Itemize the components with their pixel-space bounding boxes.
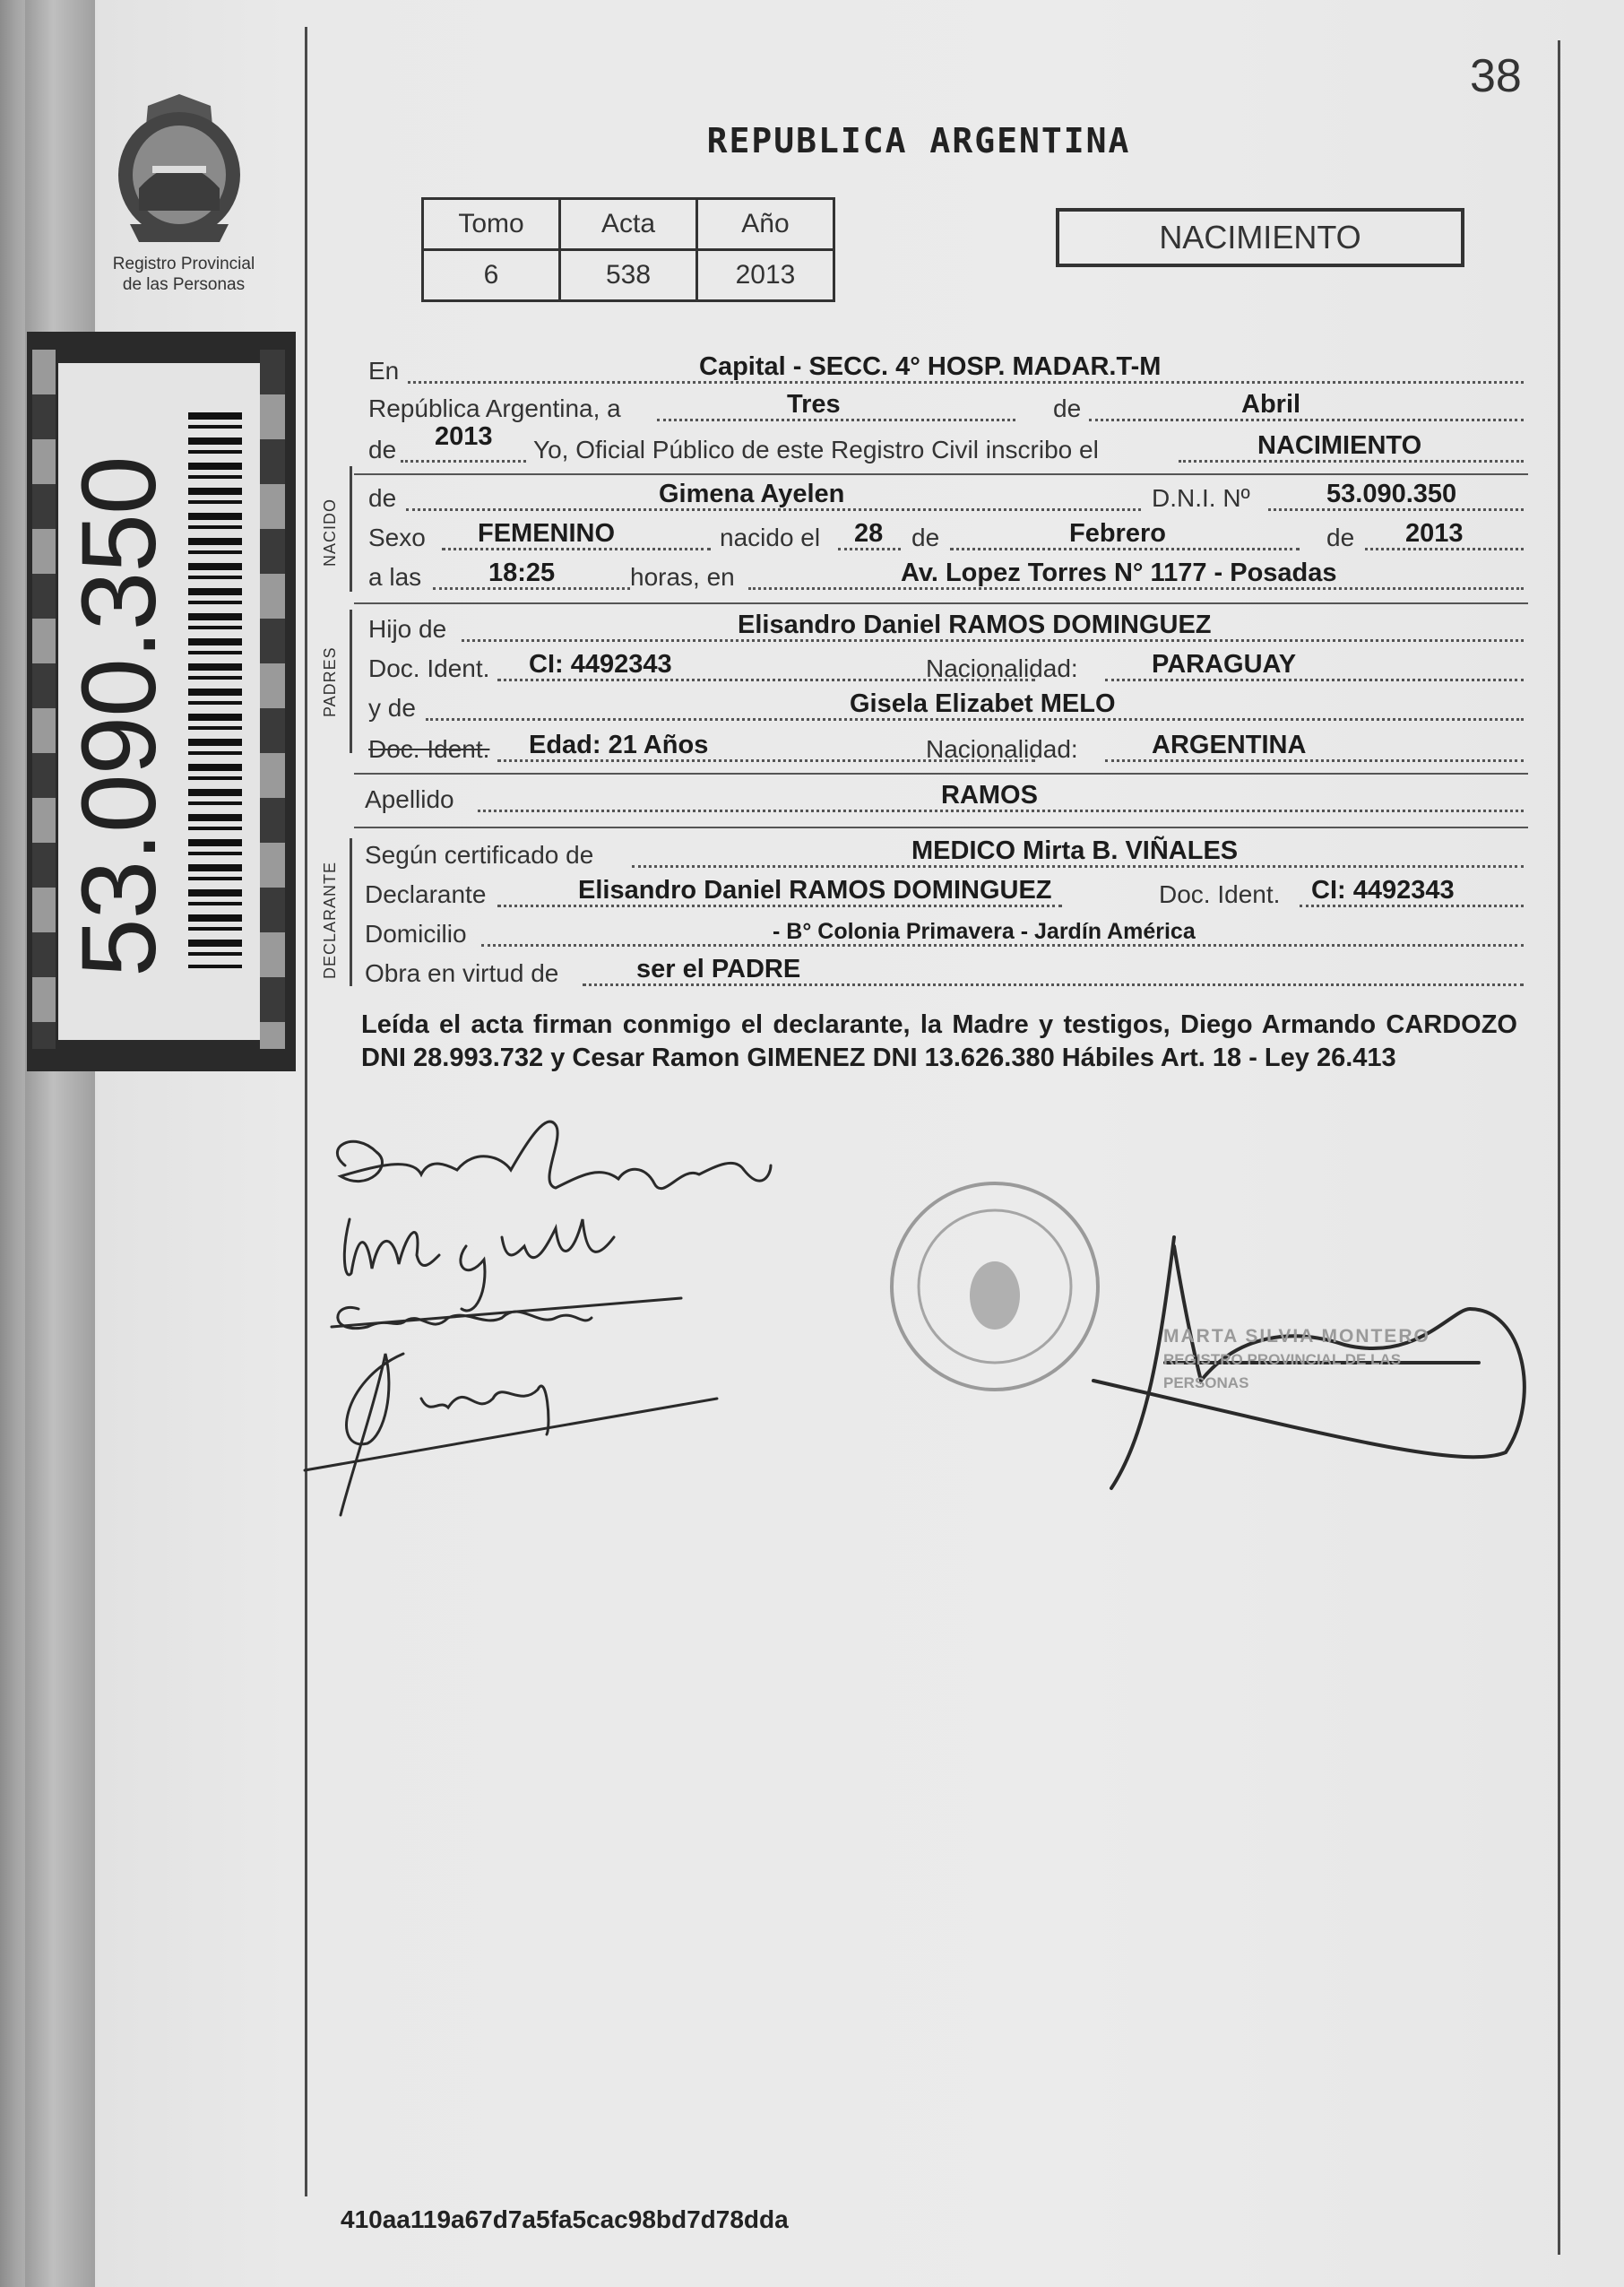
value-inscribo: NACIMIENTO <box>1257 431 1422 460</box>
label-de4: de <box>911 524 940 551</box>
label-de3: de <box>368 484 397 512</box>
value-nac2: ARGENTINA <box>1152 731 1307 759</box>
label-domicilio: Domicilio <box>365 920 467 948</box>
label-doc3: Doc. Ident. <box>1159 880 1281 908</box>
record-value-anio: 2013 <box>697 250 834 301</box>
label-nac2: Nacionalidad: <box>926 735 1078 763</box>
record-value-tomo: 6 <box>423 250 560 301</box>
section-label-nacido: NACIDO <box>321 498 339 567</box>
record-value-acta: 538 <box>560 250 697 301</box>
label-en: En <box>368 357 400 385</box>
closing-statement: Leída el acta firman conmigo el declarante, la Madre y testigos, Diego Armando CARDOZO DNI 28.993.732 y Cesar Ramon GIMENEZ DNI 13.626.380 Hábiles Art. 18 - Ley 26.413 <box>361 1010 1517 1072</box>
stamp-name: MARTA SILVIA MONTERO <box>1163 1326 1430 1347</box>
label-hijo: Hijo de <box>368 615 447 643</box>
record-header-anio: Año <box>697 199 834 250</box>
value-month: Abril <box>1241 390 1301 419</box>
barcode-number: 53.090.350 <box>60 456 178 977</box>
label-doc1: Doc. Ident. <box>368 654 490 682</box>
value-name: Gimena Ayelen <box>659 480 845 508</box>
label-nacido: nacido el <box>720 524 821 551</box>
official-seal <box>892 1183 1098 1390</box>
value-place-birth: Av. Lopez Torres N° 1177 - Posadas <box>901 559 1337 587</box>
record-header-acta: Acta <box>560 199 697 250</box>
page-number: 38 <box>1470 50 1522 102</box>
act-type-box: NACIMIENTO <box>1056 208 1464 267</box>
label-doc2: Doc. Ident. <box>368 735 490 763</box>
value-day: Tres <box>787 390 841 419</box>
document-title: REPUBLICA ARGENTINA <box>706 121 1131 160</box>
label-segun: Según certificado de <box>365 841 594 869</box>
value-declarante: Elisandro Daniel RAMOS DOMINGUEZ <box>578 876 1052 905</box>
label-sexo: Sexo <box>368 524 426 551</box>
stamp-office: REGISTRO PROVINCIAL DE LAS PERSONAS <box>1163 1351 1402 1391</box>
label-horas: horas, en <box>630 563 735 591</box>
value-domicilio: - B° Colonia Primavera - Jardín América <box>773 919 1196 944</box>
witness2-signature <box>305 1354 717 1515</box>
record-header-tomo: Tomo <box>423 199 560 250</box>
value-birth-day: 28 <box>854 519 884 548</box>
mother-signature <box>344 1219 614 1311</box>
label-de2: de <box>368 436 397 463</box>
value-apellido: RAMOS <box>941 781 1038 810</box>
value-doc3: CI: 4492343 <box>1311 876 1455 905</box>
document-hash: 410aa119a67d7a5fa5cac98bd7d78dda <box>341 2205 789 2233</box>
label-republica: República Argentina, a <box>368 394 621 422</box>
label-nac1: Nacionalidad: <box>926 654 1078 682</box>
official-stamp <box>1163 1325 1486 1395</box>
label-yde: y de <box>368 694 416 722</box>
value-obra: ser el PADRE <box>636 955 801 983</box>
value-nac1: PARAGUAY <box>1152 650 1297 679</box>
value-doc1: CI: 4492343 <box>529 650 672 679</box>
label-dni: D.N.I. Nº <box>1152 484 1250 512</box>
registry-label-line2: de las Personas <box>122 275 246 294</box>
value-birth-month: Febrero <box>1069 519 1166 548</box>
value-birth-year: 2013 <box>1405 519 1464 548</box>
label-declarante: Declarante <box>365 880 487 908</box>
section-label-declarante: DECLARANTE <box>321 861 339 979</box>
declarant-signature <box>337 1122 771 1189</box>
witness1-signature <box>332 1298 681 1329</box>
section-label-padres: PADRES <box>321 646 339 717</box>
label-alas: a las <box>368 563 422 591</box>
value-mother: Gisela Elizabet MELO <box>850 689 1116 718</box>
label-de1: de <box>1053 394 1082 422</box>
value-year: 2013 <box>435 422 493 451</box>
value-father: Elisandro Daniel RAMOS DOMINGUEZ <box>738 611 1212 639</box>
label-obra: Obra en virtud de <box>365 959 559 987</box>
value-doc2: Edad: 21 Años <box>529 731 709 759</box>
value-segun: MEDICO Mirta B. VIÑALES <box>911 836 1239 865</box>
value-dni: 53.090.350 <box>1326 480 1457 508</box>
registry-label-line1: Registro Provincial <box>112 255 255 273</box>
value-sexo: FEMENINO <box>478 519 616 548</box>
label-apellido: Apellido <box>365 785 454 813</box>
value-place-registry: Capital - SECC. 4° HOSP. MADAR.T-M <box>699 352 1162 381</box>
label-oficial-text: Yo, Oficial Público de este Registro Civil inscribo el <box>533 436 1099 463</box>
value-time: 18:25 <box>488 559 556 587</box>
label-de5: de <box>1326 524 1355 551</box>
